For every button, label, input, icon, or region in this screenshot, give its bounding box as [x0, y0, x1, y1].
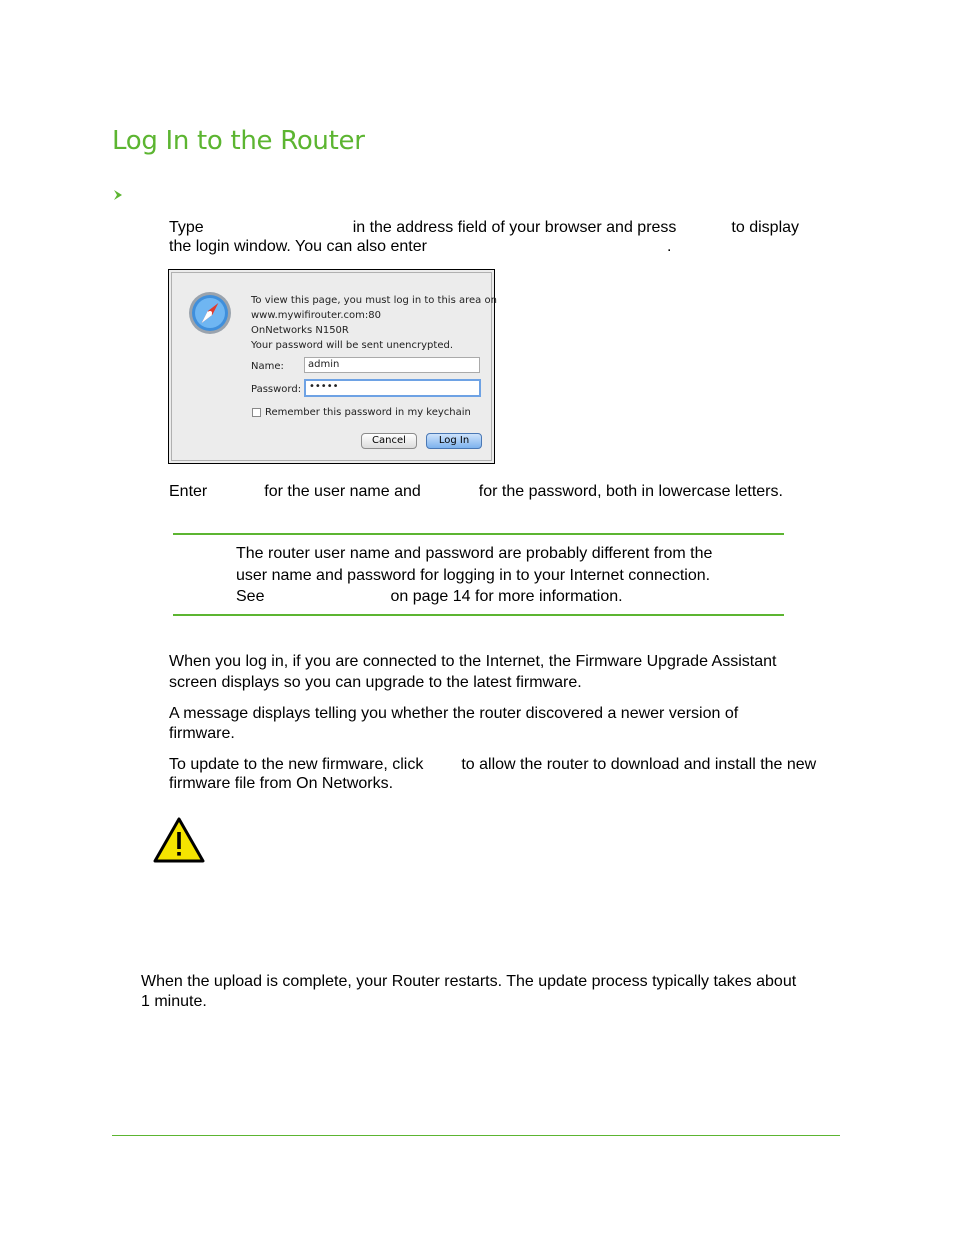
step1-text-period: .	[666, 238, 672, 255]
step1-line1	[169, 218, 799, 237]
note-line-3	[236, 587, 623, 606]
para2-line1: A message displays telling you whether the router discovered a newer version of	[169, 705, 739, 722]
bullet-arrow-icon	[113, 188, 123, 206]
para4-line1: When the upload is complete, your Router restarts. The update process typically takes about	[141, 973, 797, 990]
step1-line2	[169, 237, 671, 256]
section-heading: Log In to the Router	[112, 126, 365, 156]
remember-checkbox[interactable]	[252, 408, 261, 417]
safari-compass-icon	[188, 291, 232, 338]
step2-line	[169, 482, 783, 501]
password-field[interactable]: •••••	[304, 379, 481, 397]
step2-text-username: for the user name and	[264, 483, 421, 500]
log-in-button[interactable]: Log In	[426, 433, 482, 449]
para4-line2: 1 minute.	[141, 993, 207, 1010]
note-line-1: The router user name and password are probably different from the	[236, 545, 713, 562]
dialog-message-1: To view this page, you must log in to this area on	[251, 295, 497, 306]
note-top-rule	[173, 533, 784, 535]
dialog-message-4: Your password will be sent unencrypted.	[251, 340, 453, 351]
dialog-message-3: OnNetworks N150R	[251, 325, 349, 336]
note-line-2: user name and password for logging in to your Internet connection.	[236, 567, 711, 584]
login-dialog-screenshot	[168, 269, 495, 464]
para3-text-click: To update to the new firmware, click	[169, 756, 424, 773]
footer-rule	[112, 1135, 840, 1136]
name-field[interactable]: admin	[304, 357, 480, 373]
step1-text-address: in the address field of your browser and press	[352, 219, 677, 236]
password-label: Password:	[251, 384, 302, 395]
note-bottom-rule	[173, 614, 784, 616]
step2-text-enter: Enter	[169, 483, 208, 500]
para3-text-allow: to allow the router to download and install the new	[461, 756, 817, 773]
name-label: Name:	[251, 361, 284, 372]
step2-text-password: for the password, both in lowercase letters.	[478, 483, 783, 500]
step1-text-display: to display	[731, 219, 800, 236]
cancel-button[interactable]: Cancel	[361, 433, 417, 449]
para3-line2: firmware file from On Networks.	[169, 775, 394, 792]
step1-text-type: Type	[169, 219, 204, 236]
para1-line1: When you log in, if you are connected to the Internet, the Firmware Upgrade Assistant	[169, 653, 777, 670]
step1-text-also-enter: the login window. You can also enter	[169, 238, 427, 255]
para1-line2: screen displays so you can upgrade to the latest firmware.	[169, 674, 582, 691]
para2-line2: firmware.	[169, 725, 235, 742]
note-text-see: See	[236, 588, 265, 605]
para3-line1	[169, 755, 816, 774]
warning-icon	[153, 817, 205, 869]
remember-label: Remember this password in my keychain	[265, 407, 471, 418]
note-text-page: on page 14 for more information.	[390, 588, 623, 605]
dialog-message-2: www.mywifirouter.com:80	[251, 310, 381, 321]
